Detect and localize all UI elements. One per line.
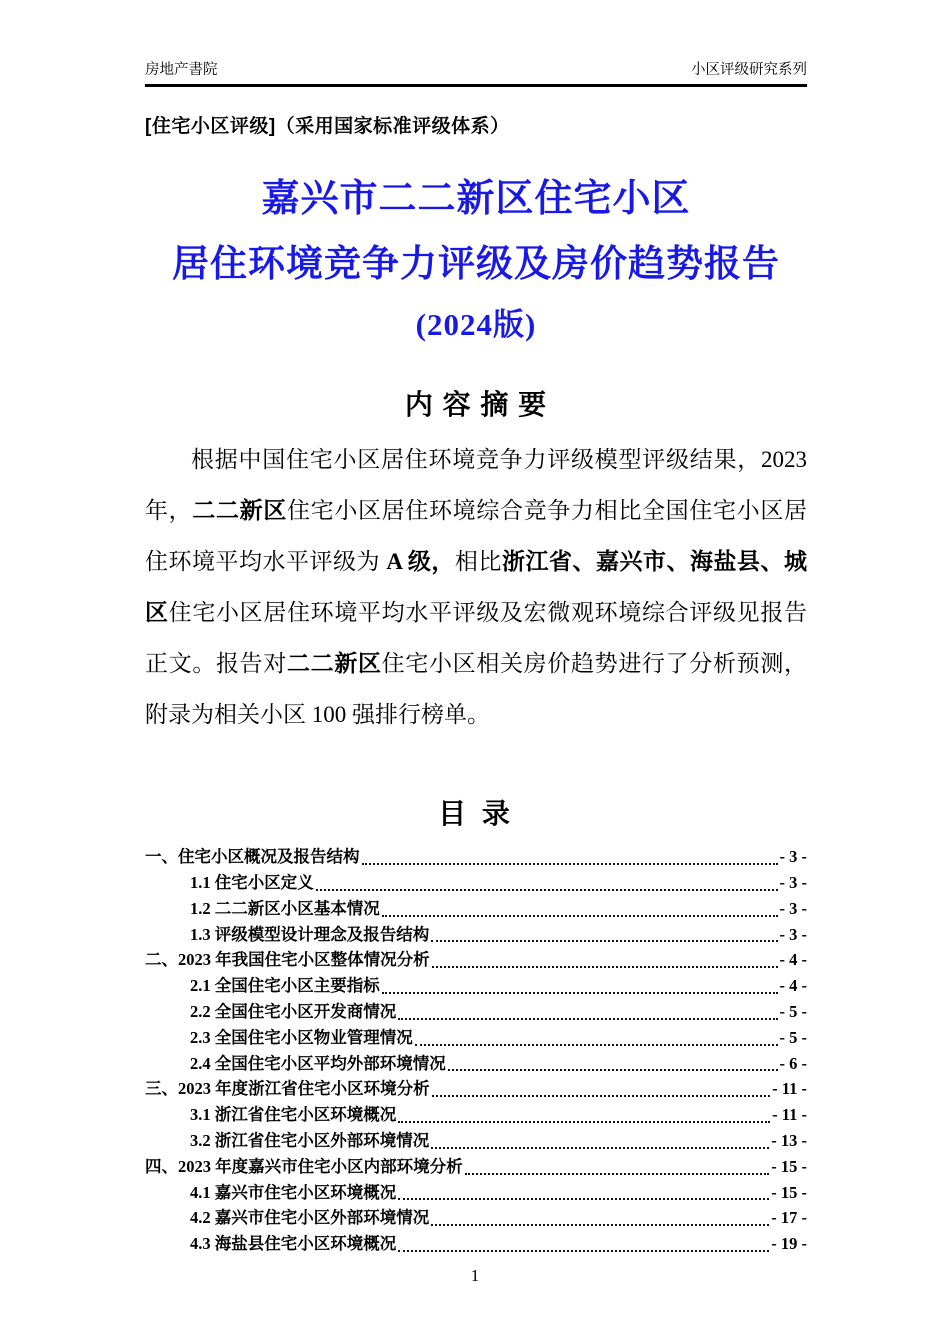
abstract-text-segment: A 级， [386, 549, 455, 575]
toc-entry-label: 1.1 住宅小区定义 [190, 873, 314, 893]
toc-dot-leader [431, 940, 777, 942]
toc-dot-leader [415, 1044, 778, 1046]
toc-entry-page: - 4 - [779, 976, 807, 996]
toc-dot-leader [432, 966, 778, 968]
toc-entry[interactable] [145, 896, 807, 922]
toc-entry-label: 4.3 海盐县住宅小区环境概况 [190, 1234, 397, 1254]
toc-entry[interactable] [145, 922, 807, 948]
toc-entry-page: - 3 - [779, 873, 807, 893]
header-right-text: 小区评级研究系列 [691, 62, 807, 78]
toc-dot-leader [382, 915, 778, 917]
toc-entry[interactable] [145, 1102, 807, 1128]
toc-entry[interactable] [145, 1180, 807, 1206]
toc-entry[interactable] [145, 1154, 807, 1180]
toc-entry-label: 2.4 全国住宅小区平均外部环境情况 [190, 1053, 446, 1073]
toc-entry-page: - 11 - [772, 1105, 807, 1125]
toc-dot-leader [398, 1250, 769, 1252]
report-title-line2: 居住环境竞争力评级及房价趋势报告 [172, 243, 780, 285]
toc-heading: 目 录 [438, 798, 514, 830]
report-title-line1: 嘉兴市二二新区住宅小区 [261, 178, 691, 220]
toc-entry-page: - 15 - [771, 1182, 807, 1202]
toc-entry-page: - 19 - [771, 1234, 807, 1254]
toc-entry-page: - 3 - [779, 898, 807, 918]
report-version: (2024版) [415, 306, 537, 342]
toc-entry[interactable] [145, 1025, 807, 1051]
toc-dot-leader [431, 1147, 769, 1149]
toc-entry[interactable] [145, 999, 807, 1025]
toc-entry-label: 4.2 嘉兴市住宅小区外部环境情况 [190, 1208, 430, 1228]
toc-dot-leader [362, 863, 778, 865]
toc-entry-label: 三、2023 年度浙江省住宅小区环境分析 [145, 1079, 430, 1099]
toc-entry-page: - 3 - [779, 924, 807, 944]
abstract-text-segment: 二二新区 [192, 498, 288, 524]
toc-entry-label: 四、2023 年度嘉兴市住宅小区内部环境分析 [145, 1156, 463, 1176]
abstract-text-segment: 浙江省、嘉兴市、海盐县、城区 [145, 549, 808, 626]
toc-dot-leader [432, 1095, 771, 1097]
abstract-text-segment: 住宅小区居住环境综合竞争力相比全国住宅小区居住环境平均水平评级为 [145, 498, 808, 575]
toc-entry-label: 2.2 全国住宅小区开发商情况 [190, 1002, 397, 1022]
page-header [145, 58, 807, 87]
toc-entry-page: - 11 - [772, 1079, 807, 1099]
toc-entry-label: 1.2 二二新区小区基本情况 [190, 898, 380, 918]
toc-entry[interactable] [145, 947, 807, 973]
toc-entry-label: 二、2023 年我国住宅小区整体情况分析 [145, 950, 430, 970]
toc-entry-page: - 4 - [779, 950, 807, 970]
abstract-text-segment: 住宅小区相关房价趋势进行了分析预测，附录为相关小区 100 强排行榜单。 [145, 651, 808, 728]
toc-dot-leader [431, 1224, 769, 1226]
toc-entry[interactable] [145, 870, 807, 896]
toc-entry-page: - 15 - [771, 1156, 807, 1176]
toc-entry[interactable] [145, 1231, 807, 1257]
abstract-text-segment: 二二新区 [287, 651, 382, 677]
toc-entry[interactable] [145, 1128, 807, 1154]
toc-dot-leader [398, 1121, 770, 1123]
toc-entry-page: - 5 - [779, 1027, 807, 1047]
toc-dot-leader [398, 1018, 777, 1020]
abstract-heading: 内 容 摘 要 [404, 389, 548, 421]
toc-entry-label: 3.2 浙江省住宅小区外部环境情况 [190, 1131, 430, 1151]
toc-dot-leader [465, 1173, 770, 1175]
toc-entry-label: 4.1 嘉兴市住宅小区环境概况 [190, 1182, 397, 1202]
abstract-paragraph [145, 434, 807, 740]
toc-dot-leader [448, 1069, 778, 1071]
toc-entry-page: - 17 - [771, 1208, 807, 1228]
toc-entry[interactable] [145, 973, 807, 999]
toc-entry[interactable] [145, 1051, 807, 1077]
toc-entry-page: - 6 - [779, 1053, 807, 1073]
abstract-text-segment: 相比 [454, 549, 502, 575]
header-left-text: 房地产書院 [145, 62, 218, 78]
toc-entry-page: - 3 - [779, 847, 807, 867]
toc-entry[interactable] [145, 1076, 807, 1102]
toc-entry-page: - 13 - [771, 1131, 807, 1151]
toc-entry[interactable] [145, 1205, 807, 1231]
toc-entry-label: 一、住宅小区概况及报告结构 [145, 847, 360, 867]
abstract-text-segment: 住宅小区居住环境平均水平评级及宏微观环境综合评级见报告正文。报告对 [145, 600, 808, 677]
toc-entry-label: 3.1 浙江省住宅小区环境概况 [190, 1105, 397, 1125]
toc-dot-leader [316, 889, 778, 891]
toc-dot-leader [398, 1198, 769, 1200]
toc-dot-leader [382, 992, 778, 994]
toc-entry-page: - 5 - [779, 1002, 807, 1022]
page-number: 1 [470, 1266, 480, 1285]
toc-entry-label: 1.3 评级模型设计理念及报告结构 [190, 924, 430, 944]
toc-entry[interactable] [145, 844, 807, 870]
toc-entry-label: 2.1 全国住宅小区主要指标 [190, 976, 380, 996]
abstract-text-segment: 根据中国住宅小区居住环境竞争力评级模型评级结果，2023 年， [145, 447, 807, 524]
toc-entry-label: 2.3 全国住宅小区物业管理情况 [190, 1027, 413, 1047]
rating-system-label: [住宅小区评级]（采用国家标准评级体系） [145, 116, 510, 137]
toc-list [145, 844, 807, 1257]
